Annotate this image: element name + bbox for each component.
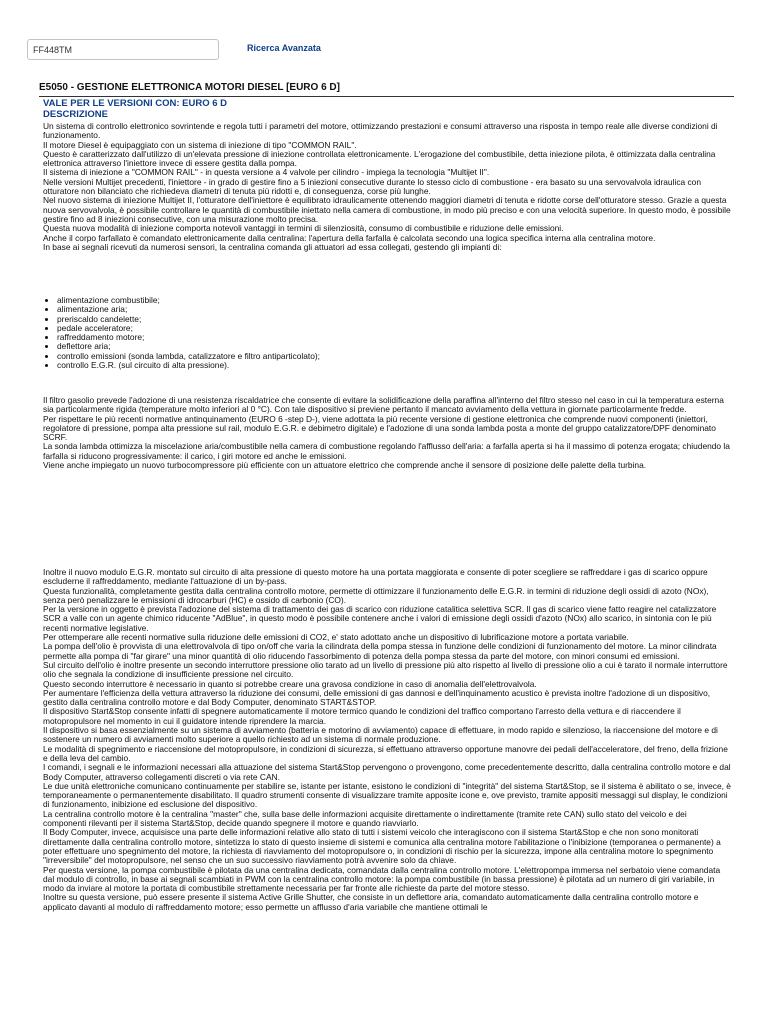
- managed-systems-list: [43, 296, 729, 370]
- paragraph: Nel nuovo sistema di iniezione Multijet II, l'otturatore dell'iniettore è equilibrato idraulicamente ottenendo maggiori diametri di tenuta e ridotte corse dell'otturatore stesso. Grazie a questa nuova servovalvola, è possibile controllare le quantità di combustibile iniettato nella camera di combustione, in modo più preciso e con una velocità superiore. In questo modo, è possibile gestire fino ad 8 iniezioni consecutive, con una misurazione molto precisa.: [43, 195, 731, 224]
- list-item: • pedale acceleratore;: [57, 324, 729, 333]
- paragraph: Il filtro gasolio prevede l'adozione di una resistenza riscaldatrice che consente di evitare la solidificazione della paraffina all'interno del filtro stesso nel caso in cui la temperatura esterna sia particolarmente rigida (temperature molto inferiori al 0 °C). Con tale dispositivo si previene pertanto il mancato avviamento della vettura in giornate particolarmente fredde.: [43, 395, 724, 415]
- page-title: E5050 - GESTIONE ELETTRONICA MOTORI DIESEL [EURO 6 D]: [39, 81, 734, 97]
- advanced-search-link[interactable]: Ricerca Avanzata: [247, 43, 321, 53]
- paragraph: Il motore Diesel è equipaggiato con un sistema di iniezione di tipo "COMMON RAIL".: [43, 139, 357, 150]
- paragraph: Questa funzionalità, completamente gestita dalla centralina controllo motore, permette di ottimizzare il funzionamento delle E.G.R. in termini di riduzione degli ossidi di azoto (NOx), senza però penalizzare le emissioni di idrocarburi (HC) e ossido di carbonio (CO).: [43, 585, 709, 605]
- list-item: • controllo E.G.R. (sul circuito di alta pressione).: [57, 361, 729, 370]
- technology-text-block: [43, 396, 731, 470]
- paragraph: Per rispettare le più recenti normative antinquinamento (EURO 6 -step D-), viene adottata la più recente versione di gestione elettronica che comprende nuovi componenti (iniettori, regolatore di pressione, pompa alta pressione sul rail, modulo E.G.R. e debimetro digitale) e l'adozione di una sonda lambda posta a monte del gruppo catalizzatore/DPF denominato SCRF.: [43, 413, 716, 443]
- list-item: • alimentazione aria;: [57, 305, 729, 314]
- search-bar: [0, 30, 768, 70]
- paragraph: Inoltre su questa versione, può essere presente il sistema Active Grille Shutter, che consiste in un deflettore aria, comandato automaticamente dalla centralina controllo motore e applicato davanti al modulo di raffreddamento motore; esso permette un afflusso d'aria variabile che mantiene ottimali le: [43, 892, 699, 912]
- paragraph: Nelle versioni Multijet precedenti, l'iniettore - in grado di gestire fino a 5 iniezioni consecutive durante lo stesso ciclo di combustione - era basato su una servovalvola idraulica con otturatore non bilanciato che richiedeva diametri di tenuta più ridotti e, di conseguenza, corse più lunghe.: [43, 176, 701, 197]
- paragraph: Inoltre il nuovo modulo E.G.R. montato sul circuito di alta pressione di questo motore ha una portata maggiorata e consente di poter scegliere se raffreddare i gas di scarico oppure escluderne il raffreddamento, mediante l'attuazione di un by-pass.: [43, 567, 708, 587]
- paragraph: Questo secondo interruttore è necessario in quanto si potrebbe creare una gravosa condizione in caso di anomalia dell'elettrovalvola.: [43, 678, 537, 689]
- paragraph: I comandi, i segnali e le informazioni necessari alla attuazione del sistema Start&Stop pervengono o provengono, come precedentemente descritto, dalla centralina controllo motore e dal Body Computer, attraverso collegamenti discreti o via rete CAN.: [43, 762, 731, 782]
- list-item: • preriscaldo candelette;: [57, 315, 729, 324]
- list-item: • alimentazione combustibile;: [57, 296, 729, 305]
- paragraph: In base ai segnali ricevuti da numerosi sensori, la centralina comanda gli attuatori ad essa collegati, gestendo gli impianti di:: [43, 241, 502, 252]
- paragraph: Questo è caratterizzato dall'utilizzo di un'elevata pressione di iniezione controllata elettronicamente. L'erogazione del combustibile, detta iniezione pilota, è ottimizzata dalla centralina elettronica attraverso l'iniettore invece di essere gestita dalla pompa.: [43, 148, 716, 169]
- paragraph: Il Body Computer, invece, acquisisce una parte delle informazioni relative allo stato di tutti i sistemi veicolo che interagiscono con il sistema Start&Stop e che non sono monitorati direttamente dalla centralina controllo motore, sintetizza lo stato di questo insieme di sistemi e comunica alla centralina motore l'abilitazione o l'inibizione (temporanea o permanente) a poter effettuare uno spegnimento del motore, la richiesta di riavviamento del motopropulsore o, in condizioni di rischio per la sicurezza, impone alla centralina motore lo spegnimento "irreversibile" del motopropulsore, nel senso che un suo successivo riavviamento potrà avvenire solo da chiave.: [43, 827, 721, 866]
- intro-text-block: [43, 122, 731, 252]
- list-item: • controllo emissioni (sonda lambda, catalizzatore e filtro antiparticolato);: [57, 352, 729, 361]
- paragraph: Le due unità elettroniche comunicano continuamente per stabilire se, istante per istante, esistono le condizioni di "integrità" del sistema Start&Stop, se il sistema è abilitato o se, invece, è temporaneamente o permanentemente disabilitato. Il quadro strumenti consente di visualizzare tramite apposite icone e, ove previsto, tramite appositi messaggi sul display, le condizioni di funzionamento, inibizione ed esclusione del dispositivo.: [43, 780, 731, 810]
- paragraph: Per questa versione, la pompa combustibile è pilotata da una centralina dedicata, comandata dalla centralina controllo motore. L'elettropompa immersa nel serbatoio viene comandata dal modulo di controllo, in base ai segnali scambiati in PWM con la centralina controllo motore: la pompa combustibile (in bassa pressione) è pilotata ad un numero di giri variabile, in modo da inviare al motore la portata di combustibile strettamente necessaria per far fronte alle richieste da parte del motore stesso.: [43, 864, 721, 894]
- paragraph: La sonda lambda ottimizza la miscelazione aria/combustibile nella camera di combustione regolando l'afflusso dell'aria: a farfalla aperta si ha il massimo di potenza erogata; chiudendo la farfalla si riducono progressivamente: il carico, i giri motore ed anche le emissioni.: [43, 441, 730, 461]
- paragraph: Il dispositivo Start&Stop consente infatti di spegnere automaticamente il motore termico quando le condizioni del traffico comportano l'arresto della vettura e di riaccendere il motopropulsore nel momento in cui il guidatore intende riprendere la marcia.: [43, 706, 681, 726]
- paragraph: Il sistema di iniezione a "COMMON RAIL" - in questa versione a 4 valvole per cilindro - impiega la tecnologia "Multijet II".: [43, 167, 490, 178]
- paragraph: Per aumentare l'efficienza della vettura attraverso la riduzione dei consumi, delle emissioni di gas dannosi e dell'inquinamento acustico è prevista inoltre l'adozione di un dispositivo, gestito dalla centralina controllo motore e dal Body Computer, denominato START&STOP.: [43, 687, 711, 708]
- paragraph: La pompa dell'olio è provvista di una elettrovalvola di tipo on/off che varia la cilindrata della pompa stessa in funzione delle condizioni di funzionamento del motore. La minor cilindrata permette alla pompa di "far girare" una minor quantità di olio riducendo l'assorbimento di potenza della pompa stessa da parte del motore, con minori consumi ed emissioni.: [43, 641, 717, 661]
- paragraph: Un sistema di controllo elettronico sovrintende e regola tutti i parametri del motore, ottimizzando prestazioni e consumi attraverso una risposta in tempo reale alle diverse condizioni di funzionamento.: [43, 121, 718, 141]
- search-input[interactable]: [27, 39, 219, 60]
- list-item: • raffreddamento motore;: [57, 333, 729, 342]
- description-heading: DESCRIZIONE: [43, 109, 108, 120]
- paragraph: Per ottemperare alle recenti normative sulla riduzione delle emissioni di CO2, e' stato adottato anche un dispositivo di lubrificazione motore a portata variabile.: [43, 632, 629, 643]
- paragraph: Sul circuito dell'olio è inoltre presente un secondo interruttore pressione olio tarato ad un livello di pressione più alto rispetto al livello di pressione olio a cui è tarato il normale interruttore olio che segnala la condizione di insufficiente pressione nel circuito.: [43, 659, 728, 680]
- paragraph: Questa nuova modalità di iniezione comporta notevoli vantaggi in termini di silenziosità, consumo di combustibile e riduzione delle emissioni.: [43, 223, 564, 234]
- paragraph: La centralina controllo motore è la centralina "master" che, sulla base delle informazioni acquisite direttamente o indirettamente (tramite rete CAN) sullo stato del veicolo e dei componenti rilevanti per il sistema Start&Stop, decide quando spegnere il motore e quando riavviarlo.: [43, 808, 687, 829]
- paragraph: Per la versione in oggetto è prevista l'adozione del sistema di trattamento dei gas di scarico con riduzione catalitica selettiva SCR. Il gas di scarico viene fatto reagire nel catalizzatore SCR a valle con un agente chimico riducente "AdBlue", in questo modo è possibile contenere anche i valori di emissione degli ossidi d'azoto (NOx) allo scarico, in sintonia con le più recenti normative legislative.: [43, 604, 717, 633]
- paragraph: Le modalità di spegnimento e riaccensione del motopropulsore, in condizioni di sicurezza, si effettuano attraverso opportune manovre dei pedali dell'acceleratore, del freno, della frizione e della leva del cambio.: [43, 743, 728, 763]
- versions-heading: VALE PER LE VERSIONI CON: EURO 6 D: [43, 98, 228, 109]
- paragraph: Anche il corpo farfallato è comandato elettronicamente dalla centralina: l'apertura della farfalla è calcolata secondo una logica specifica interna alla centralina motore.: [43, 232, 656, 243]
- additional-text-block: [43, 568, 731, 912]
- list-item: • deflettore aria;: [57, 342, 729, 351]
- paragraph: Viene anche impiegato un nuovo turbocompressore più efficiente con un attuatore elettrico che comprende anche il sensore di posizione delle palette della turbina.: [43, 460, 647, 471]
- paragraph: Il dispositivo si basa essenzialmente su un sistema di avviamento (batteria e motorino di avviamento) capace di effettuare, in modo rapido e silenzioso, la riaccensione del motore e di sostenere un numero di avviamenti molto superiore a quello richiesto ad un sistema di normale produzione.: [43, 725, 718, 745]
